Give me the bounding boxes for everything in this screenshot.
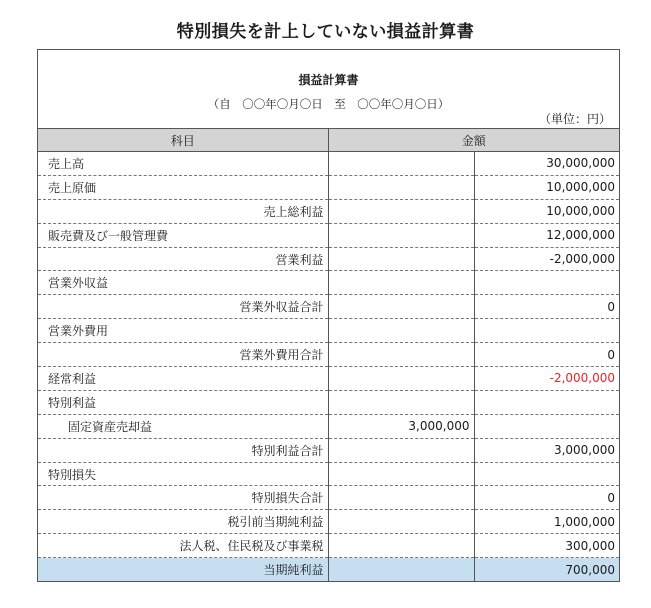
row-sub-amount	[328, 319, 474, 343]
row-sub-amount	[328, 534, 474, 558]
row-total-amount	[474, 414, 619, 438]
page-title: 特別損失を計上していない損益計算書	[176, 22, 475, 42]
row-total-amount: 30,000,000	[474, 152, 619, 176]
row-total-amount: 1,000,000	[474, 510, 619, 534]
income-statement-table	[38, 128, 619, 581]
income-statement	[37, 49, 620, 582]
row-sub-amount	[328, 367, 474, 391]
row-total-amount: 0	[474, 486, 619, 510]
table-row	[38, 438, 619, 462]
table-row	[38, 199, 619, 223]
row-total-amount: -2,000,000	[474, 367, 619, 391]
row-total-amount	[474, 390, 619, 414]
table-row	[38, 319, 619, 343]
table-row	[38, 558, 619, 581]
table-row	[38, 486, 619, 510]
row-total-amount: 300,000	[474, 534, 619, 558]
row-sub-amount	[328, 175, 474, 199]
table-row	[38, 390, 619, 414]
table-row	[38, 271, 619, 295]
row-label: 売上総利益	[38, 199, 328, 223]
row-total-amount: 10,000,000	[474, 175, 619, 199]
table-row	[38, 462, 619, 486]
header-row	[38, 129, 619, 152]
row-sub-amount	[328, 295, 474, 319]
row-label: 売上原価	[38, 175, 328, 199]
table-row	[38, 175, 619, 199]
header-item: 科目	[38, 129, 328, 152]
table-row	[38, 510, 619, 534]
row-sub-amount	[328, 486, 474, 510]
row-total-amount: 0	[474, 295, 619, 319]
table-row	[38, 247, 619, 271]
table-row	[38, 152, 619, 176]
row-sub-amount	[328, 438, 474, 462]
row-sub-amount	[328, 247, 474, 271]
row-label: 当期純利益	[38, 558, 328, 581]
row-sub-amount	[328, 271, 474, 295]
table-row	[38, 367, 619, 391]
row-total-amount: 0	[474, 343, 619, 367]
row-total-amount: 700,000	[474, 558, 619, 581]
row-sub-amount	[328, 199, 474, 223]
table-row	[38, 414, 619, 438]
row-label: 法人税、住民税及び事業税	[38, 534, 328, 558]
row-label: 特別損失	[38, 462, 328, 486]
row-label: 固定資産売却益	[38, 414, 328, 438]
row-total-amount	[474, 462, 619, 486]
table-row	[38, 223, 619, 247]
table-row	[38, 534, 619, 558]
row-label: 特別利益合計	[38, 438, 328, 462]
row-label: 特別利益	[38, 390, 328, 414]
row-sub-amount	[328, 343, 474, 367]
row-total-amount: 3,000,000	[474, 438, 619, 462]
statement-title: 損益計算書	[298, 73, 359, 87]
unit-label: （単位：円）	[538, 112, 611, 126]
row-sub-amount: 3,000,000	[328, 414, 474, 438]
row-sub-amount	[328, 152, 474, 176]
header-amount: 金額	[328, 129, 619, 152]
row-label: 営業外費用合計	[38, 343, 328, 367]
row-total-amount: 12,000,000	[474, 223, 619, 247]
row-label: 販売費及び一般管理費	[38, 223, 328, 247]
row-sub-amount	[328, 510, 474, 534]
row-label: 経常利益	[38, 367, 328, 391]
row-sub-amount	[328, 462, 474, 486]
row-label: 税引前当期純利益	[38, 510, 328, 534]
row-total-amount	[474, 319, 619, 343]
row-label: 営業外収益	[38, 271, 328, 295]
table-row	[38, 295, 619, 319]
row-label: 営業外費用	[38, 319, 328, 343]
row-sub-amount	[328, 390, 474, 414]
row-label: 営業利益	[38, 247, 328, 271]
row-sub-amount	[328, 558, 474, 581]
row-label: 営業外収益合計	[38, 295, 328, 319]
row-label: 特別損失合計	[38, 486, 328, 510]
row-label: 売上高	[38, 152, 328, 176]
row-total-amount: 10,000,000	[474, 199, 619, 223]
table-row	[38, 343, 619, 367]
statement-period: （自 〇〇年〇月〇日 至 〇〇年〇月〇日）	[207, 97, 450, 111]
row-sub-amount	[328, 223, 474, 247]
row-total-amount	[474, 271, 619, 295]
row-total-amount: -2,000,000	[474, 247, 619, 271]
